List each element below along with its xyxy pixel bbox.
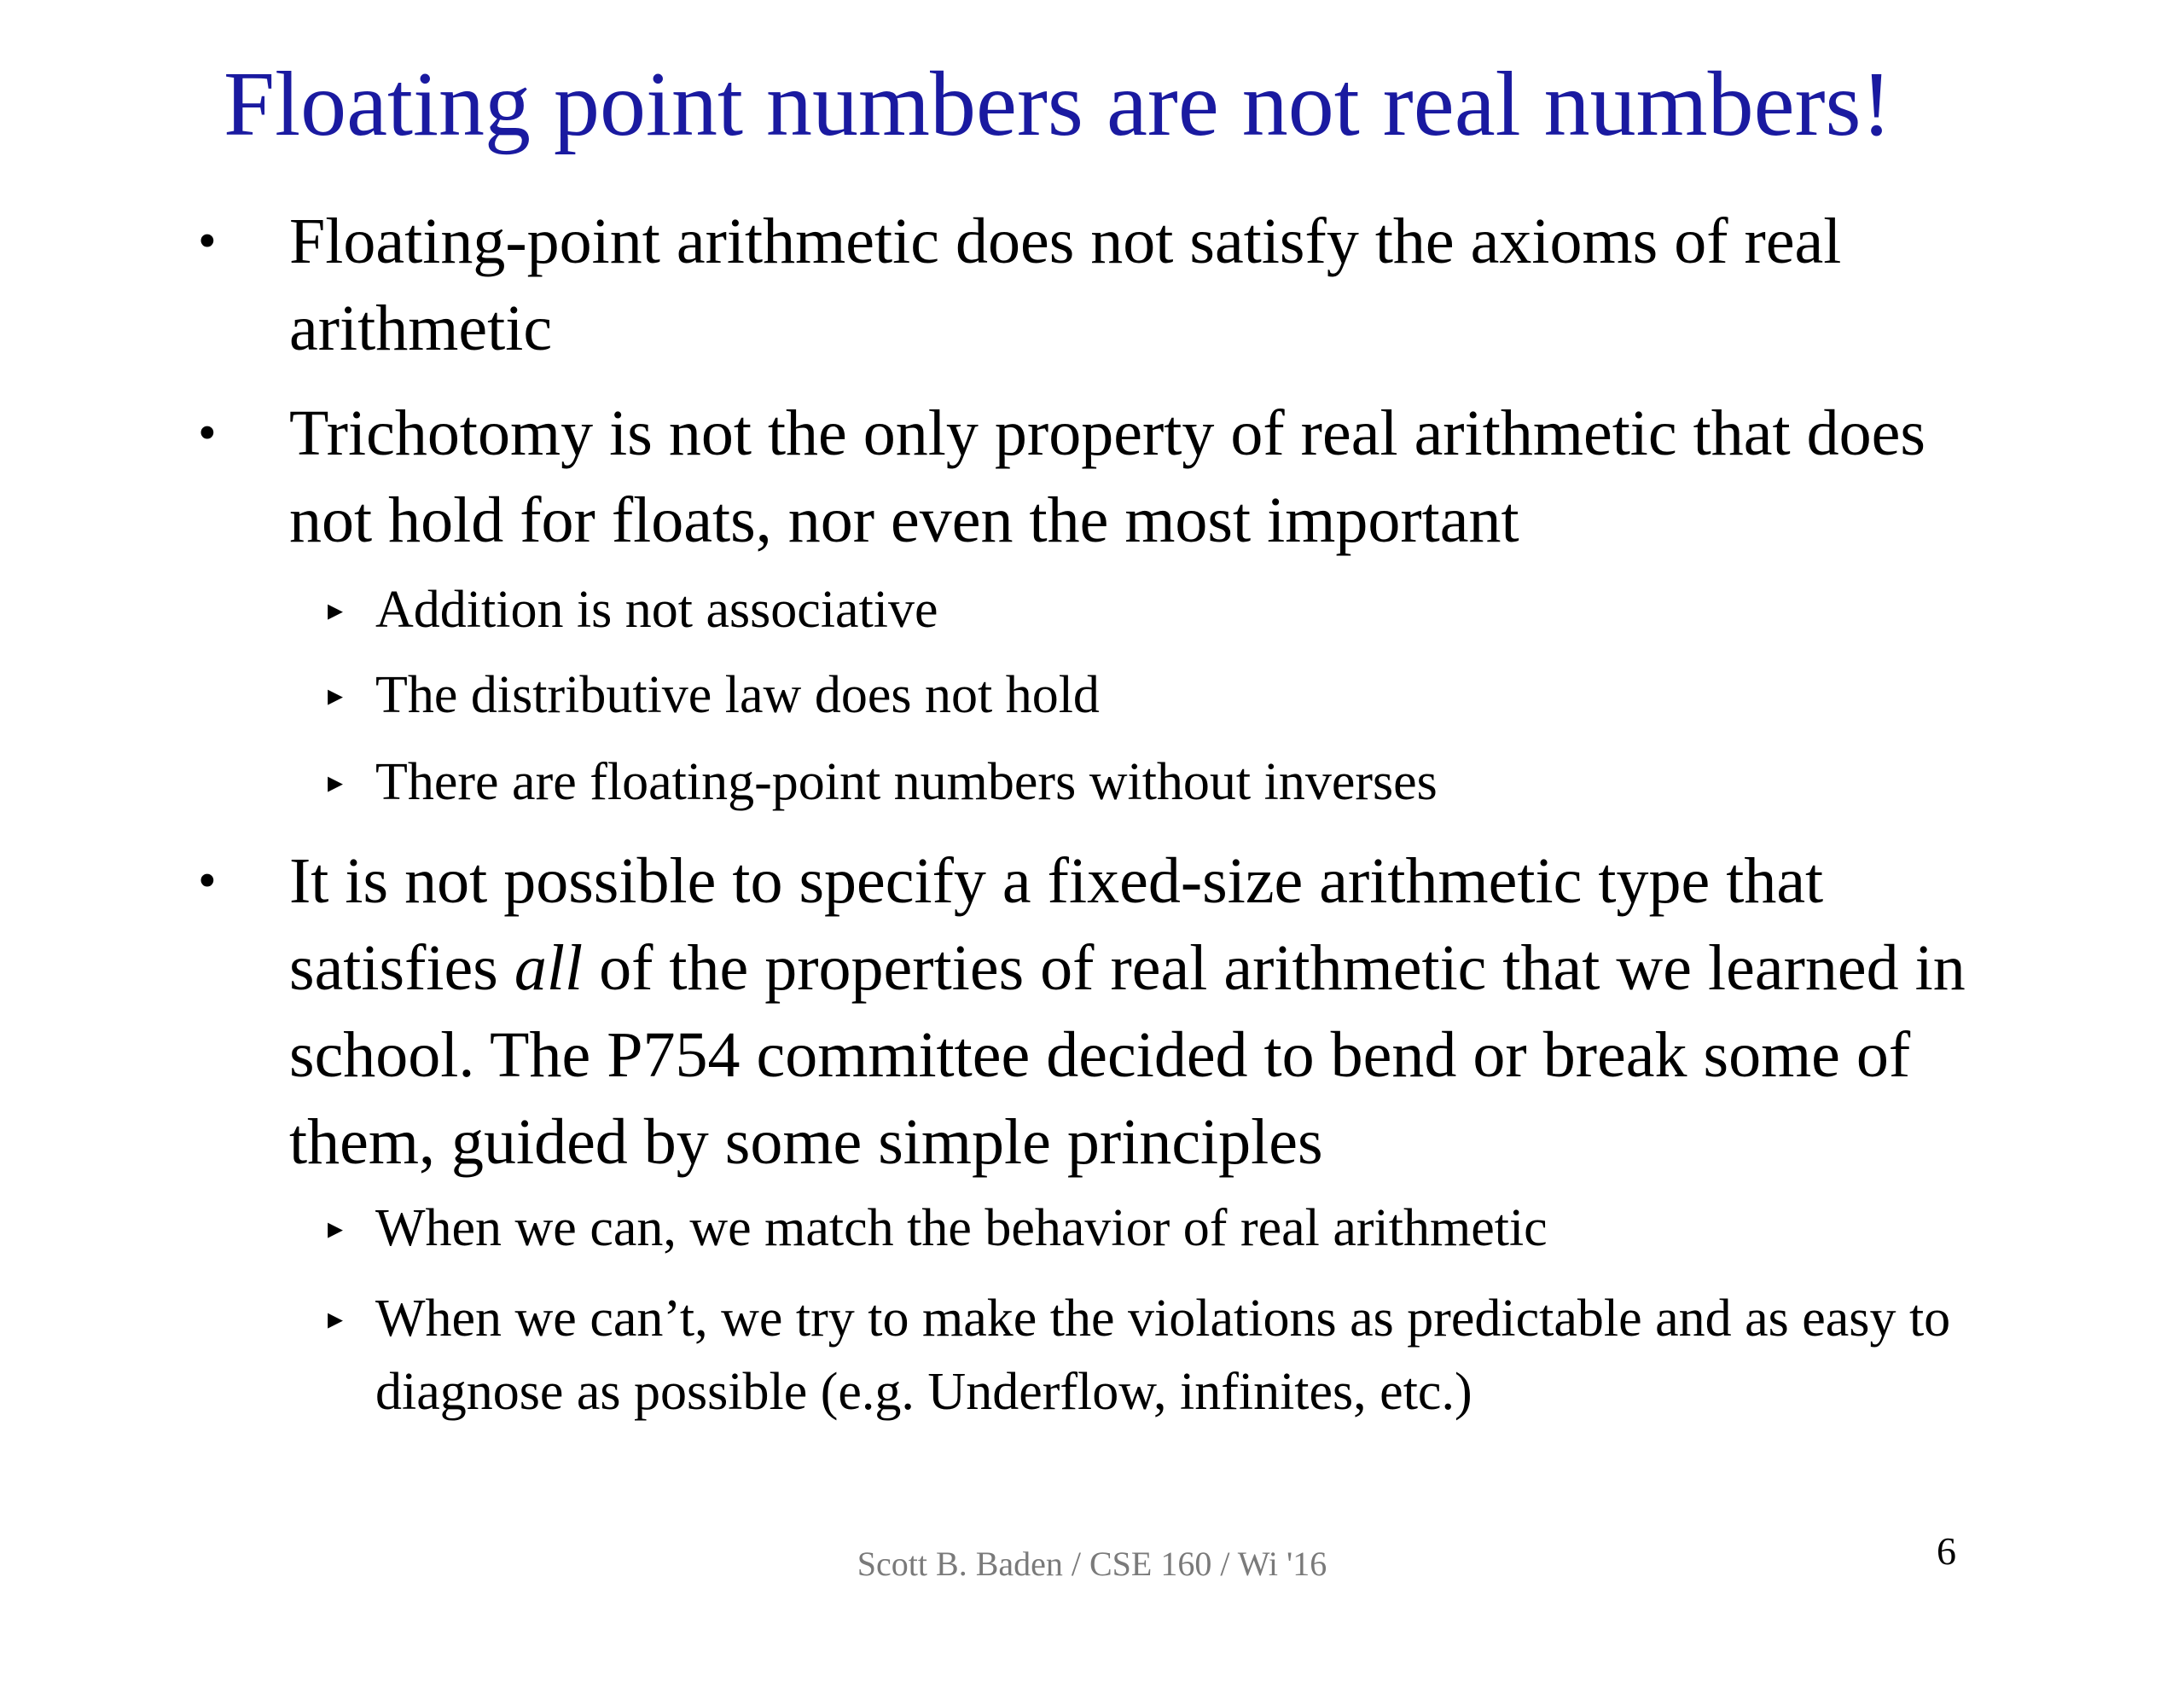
subbullet-text: When we can, we match the behavior of real arithmetic — [375, 1199, 1548, 1257]
triangle-bullet-icon: ▸ — [328, 593, 344, 627]
bullet-text-end: of the properties of real arithmetic that we learned in school. The P754 committee decided to bend or break some of them, guided by some simple principles — [289, 932, 1966, 1178]
triangle-bullet-icon: ▸ — [328, 1211, 344, 1245]
bullet-text-start: It is not possible to specify a fixed-size arithmetic type that satisfies — [289, 845, 1824, 1004]
bullet-text — [289, 838, 1995, 1186]
subbullet-text: When we can’t, we try to make the violations as predictable and as easy to diagnose as possible (e.g. Underflow, infinites, etc.) — [375, 1290, 1951, 1421]
triangle-bullet-icon: ▸ — [328, 765, 344, 799]
bullet-dot-icon: • — [198, 404, 217, 462]
bullet-dot-icon: • — [198, 212, 217, 270]
triangle-bullet-icon: ▸ — [328, 678, 344, 712]
subbullet-text: Addition is not associative — [375, 581, 938, 639]
bullet-dot-icon: • — [198, 852, 217, 910]
slide-title: Floating point numbers are not real numbers! — [224, 54, 1892, 155]
subbullet-text: The distributive law does not hold — [375, 666, 1100, 724]
subbullet-text: There are floating-point numbers without inverses — [375, 753, 1438, 811]
slide-footer: Scott B. Baden / CSE 160 / Wi '16 — [857, 1545, 1327, 1583]
page-number: 6 — [1937, 1529, 1956, 1573]
bullet-text: Floating-point arithmetic does not satisfy the axioms of real arithmetic — [289, 206, 1842, 364]
triangle-bullet-icon: ▸ — [328, 1301, 344, 1336]
emphasis-word: all — [514, 932, 584, 1004]
bullet-text: Trichotomy is not the only property of real arithmetic that does not hold for floats, nor even the most important — [289, 397, 1926, 556]
